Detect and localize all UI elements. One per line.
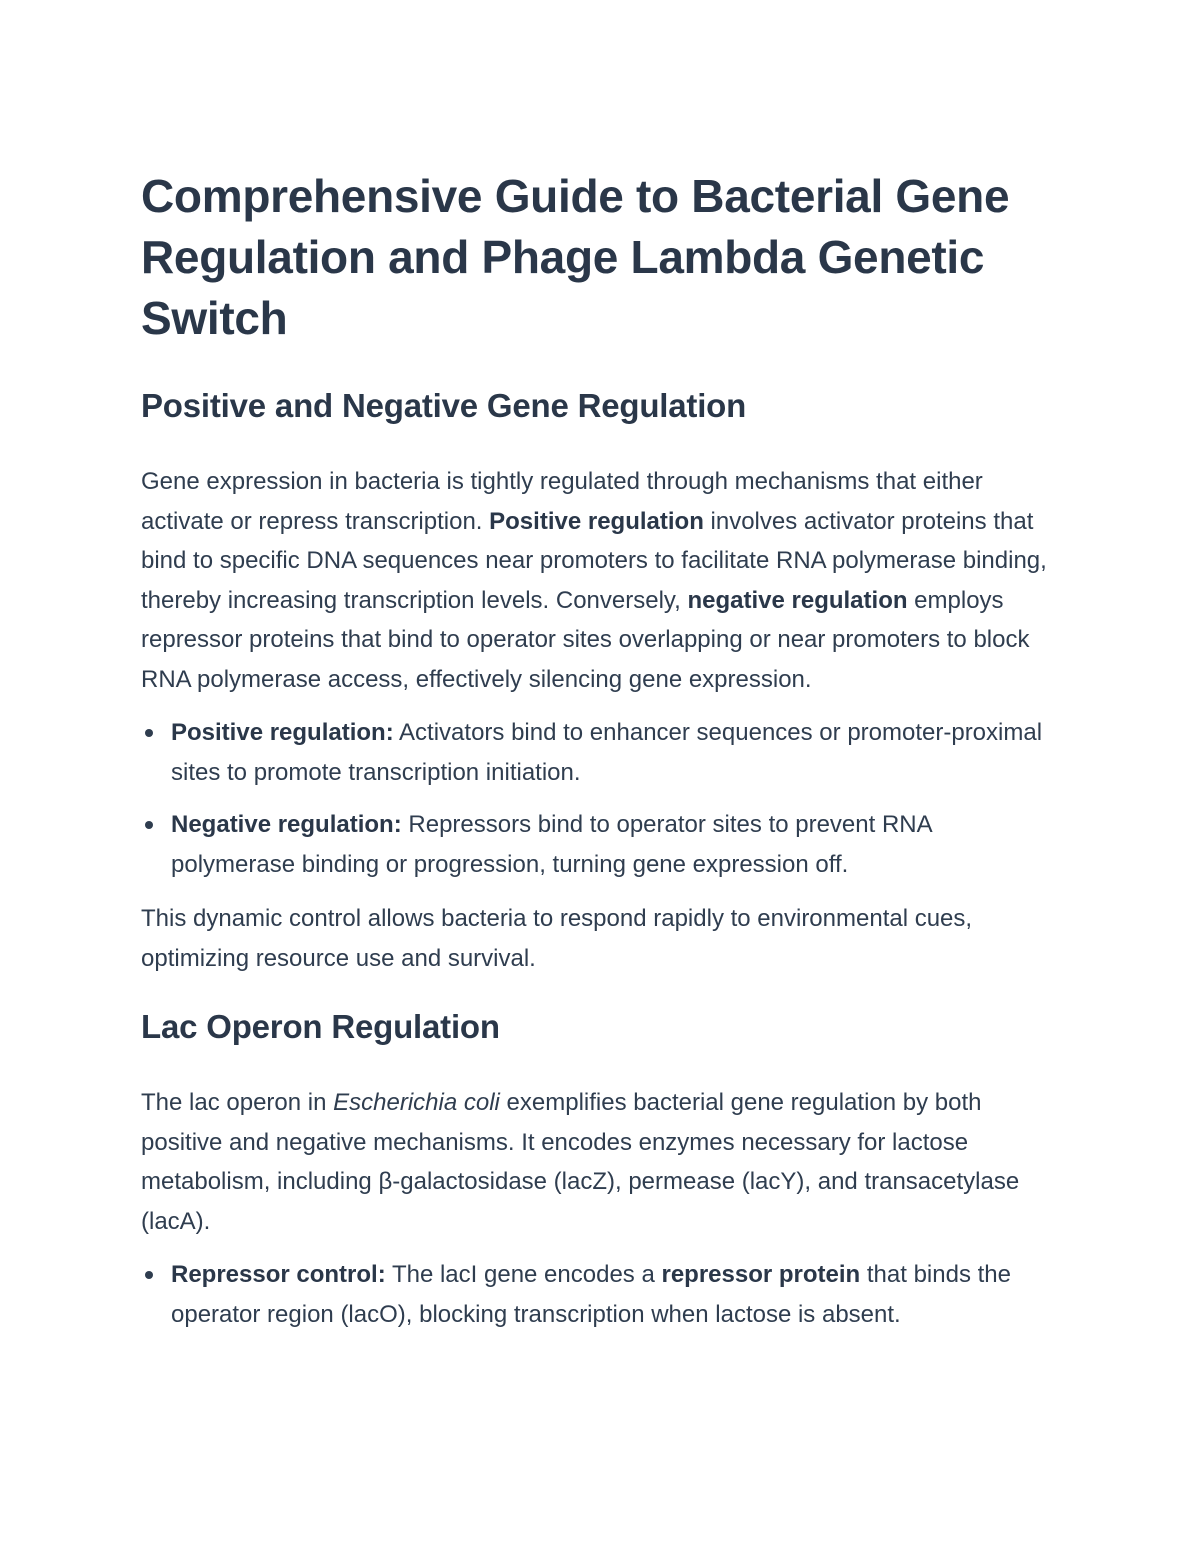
bullet-list: [141, 1255, 1050, 1334]
section-paragraph: [141, 1083, 1050, 1241]
list-item-text: The lacI gene encodes a: [385, 1261, 662, 1288]
bullet-icon: [145, 729, 153, 737]
bold-term: repressor protein: [661, 1261, 861, 1288]
list-item: [141, 805, 1050, 884]
list-item-label: Negative regulation:: [171, 811, 402, 838]
section-paragraph: [141, 462, 1050, 699]
italic-term: Escherichia coli: [333, 1089, 500, 1116]
section-paragraph: This dynamic control allows bacteria to respond rapidly to environmental cues, optimizing resource use and survival.: [141, 905, 973, 972]
list-item-label: Positive regulation:: [171, 719, 394, 746]
paragraph-text: The lac operon in: [141, 1089, 334, 1116]
list-item-text: Repressors bind to operator sites to prevent RNA polymerase binding or progression, turning gene expression off.: [171, 811, 932, 878]
bullet-list: [141, 713, 1050, 884]
bold-term: Positive regulation: [489, 507, 704, 535]
paragraph-text: involves activator proteins that bind to specific DNA sequences near promoters to facilitate RNA polymerase binding, thereby increasing transcription levels. Conversely,: [141, 507, 1047, 614]
section-heading-regulation: Positive and Negative Gene Regulation: [141, 387, 747, 424]
list-item-label: Repressor control:: [171, 1261, 386, 1288]
document-title: Comprehensive Guide to Bacterial Gene Regulation and Phage Lambda Genetic Switch: [141, 170, 1010, 344]
paragraph-text: employs repressor proteins that bind to operator sites overlapping or near promoters to block RNA polymerase access, effectively silencing gene expression.: [141, 586, 1030, 693]
bold-term: negative regulation: [687, 586, 908, 614]
list-item-text: Activators bind to enhancer sequences or promoter-proximal sites to promote transcription initiation.: [171, 719, 1043, 786]
list-item: [141, 1255, 1050, 1334]
list-item: [141, 713, 1050, 792]
section-heading-lac-operon: Lac Operon Regulation: [141, 1008, 500, 1045]
list-item-text: that binds the operator region (lacO), blocking transcription when lactose is absent.: [171, 1261, 1011, 1328]
paragraph-text: exemplifies bacterial gene regulation by both positive and negative mechanisms. It encodes enzymes necessary for lactose metabolism, including β-galactosidase (lacZ), permease (lacY), and transacetylase (lacA).: [141, 1089, 1020, 1235]
paragraph-text: Gene expression in bacteria is tightly regulated through mechanisms that either activate or repress transcription.: [141, 468, 983, 535]
bullet-icon: [145, 821, 153, 829]
bullet-icon: [145, 1271, 153, 1279]
